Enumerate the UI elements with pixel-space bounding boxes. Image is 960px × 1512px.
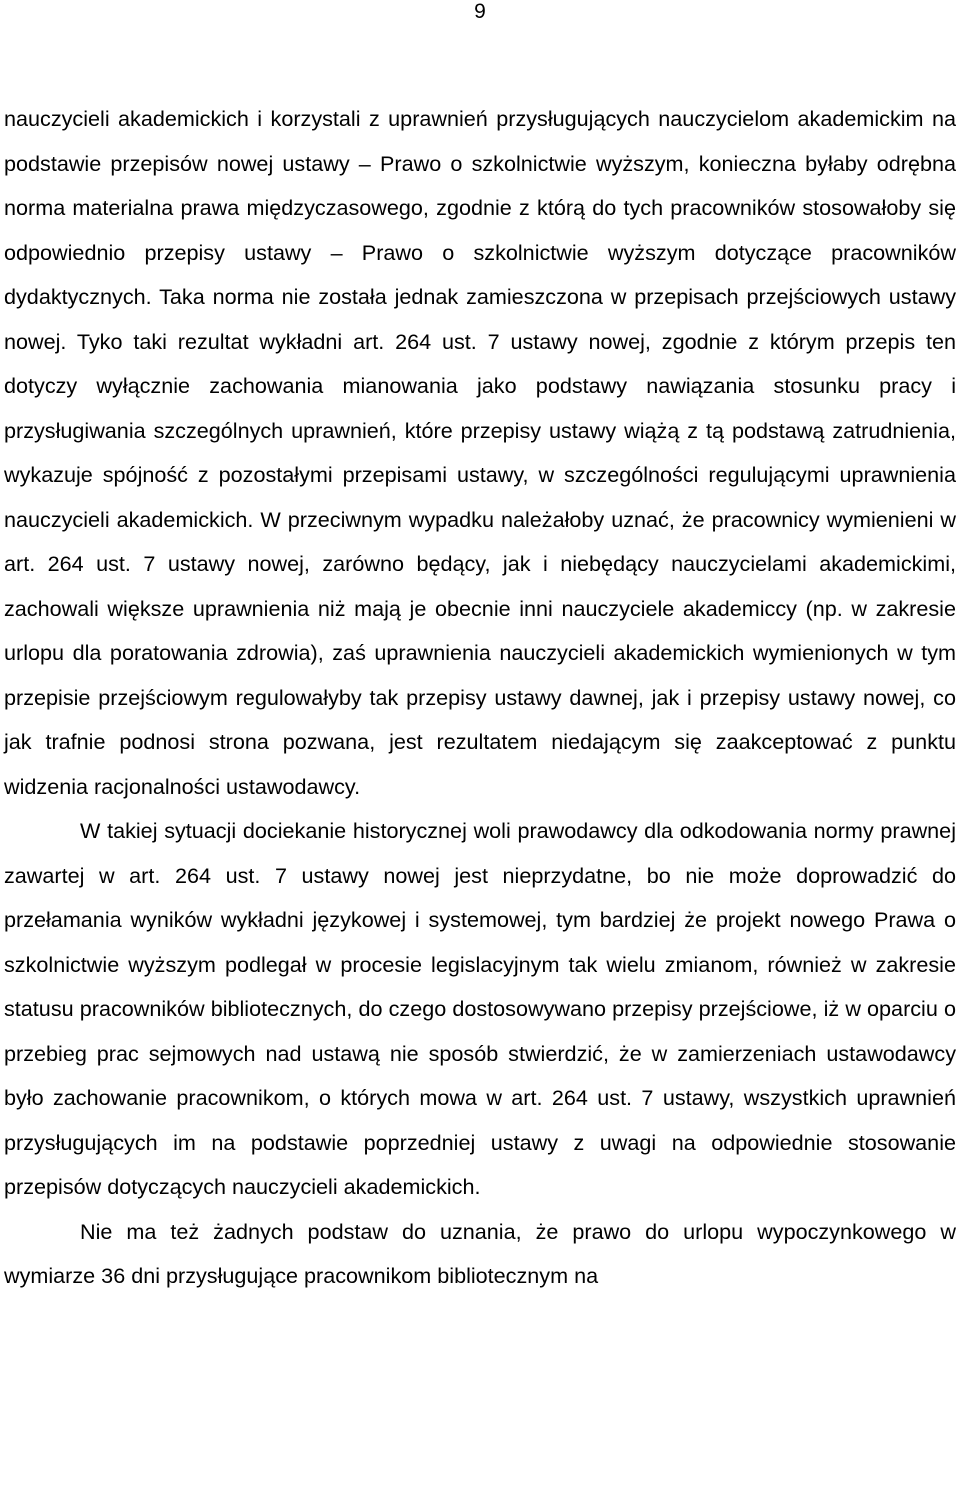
page-number: 9 [474,0,486,23]
paragraph-3: Nie ma też żadnych podstaw do uznania, że prawo do urlopu wypoczynkowego w wymiarze 36 dni przysługujące pracownikom bibliotecznym na [4,1218,956,1288]
paragraph-2: W takiej sytuacji dociekanie historycznej woli prawodawcy dla odkodowania normy prawnej zawartej w art. 264 ust. 7 ustawy nowej jest nieprzydatne, bo nie może doprowadzić do przełamania wyników wykładni językowej i systemowej, tym bardziej że projekt nowego Prawa o szkolnictwie wyższym podlegał w procesie legislacyjnym tak wielu zmianom, również w zakresie statusu pracowników bibliotecznych, do czego dostosowywano przepisy przejściowe, iż w oparciu o przebieg prac sejmowych nad ustawą nie sposób stwierdzić, że w zamierzeniach ustawodawcy było zachowanie pracownikom, o których mowa w art. 264 ust. 7 ustawy, wszystkich uprawnień przysługujących im na podstawie poprzedniej ustawy z uwagi na odpowiednie stosowanie przepisów dotyczących nauczycieli akademickich. [4,818,956,1199]
paragraph-1: nauczycieli akademickich i korzystali z uprawnień przysługujących nauczycielom akademickim na podstawie przepisów nowej ustawy – Prawo o szkolnictwie wyższym, konieczna byłaby odrębna norma materialna prawa międzyczasowego, zgodnie z którą do tych pracowników stosowałoby się odpowiednio przepisy ustawy – Prawo o szkolnictwie wyższym dotyczące pracowników dydaktycznych. Taka norma nie została jednak zamieszczona w przepisach przejściowych ustawy nowej. Tyko taki rezultat wykładni art. 264 ust. 7 ustawy nowej, zgodnie z którym przepis ten dotyczy wyłącznie zachowania mianowania jako podstawy nawiązania stosunku pracy i przysługiwania szczególnych uprawnień, które przepisy ustawy wiążą z tą podstawą zatrudnienia, wykazuje spójność z pozostałymi przepisami ustawy, w szczególności regulującymi uprawnienia nauczycieli akademickich. W przeciwnym wypadku należałoby uznać, że pracownicy wymienieni w art. 264 ust. 7 ustawy nowej, zarówno będący, jak i niebędący nauczycielami akademickimi, zachowali większe uprawnienia niż mają je obecnie inni nauczyciele akademiccy (np. w zakresie urlopu dla poratowania zdrowia), zaś uprawnienia nauczycieli akademickich wymienionych w tym przepisie przejściowym regulowałyby tak przepisy ustawy dawnej, jak i przepisy ustawy nowej, co jak trafnie podnosi strona pozwana, jest rezultatem niedającym się zaakceptować z punktu widzenia racjonalności ustawodawcy. [4,106,956,799]
document-body [4,97,956,1299]
